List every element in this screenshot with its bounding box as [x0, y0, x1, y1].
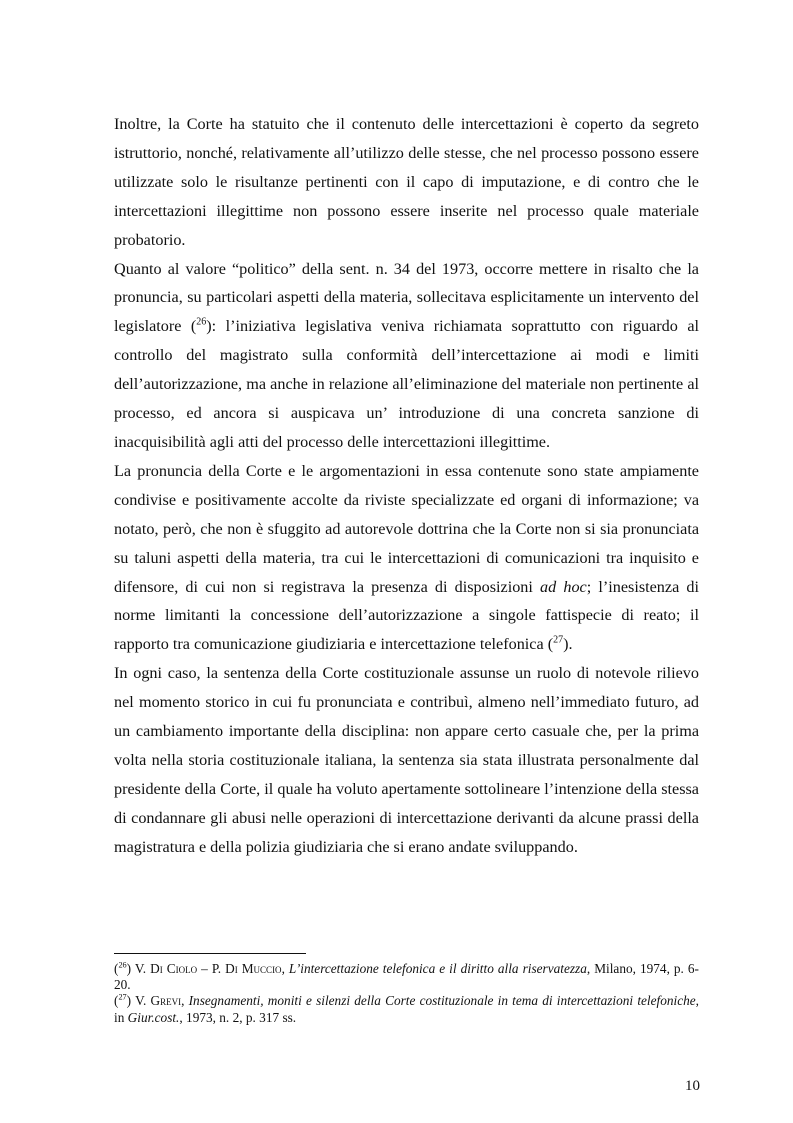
footnotes: [114, 961, 699, 1026]
paragraph: In ogni caso, la sentenza della Corte costituzionale assunse un ruolo di notevole rilievo nel momento storico in cui fu pronunciata e contribuì, almeno nell’immediato futuro, ad un cambiamento importante della disciplina: non appare certo casuale che, per la prima volta nella storia costituzionale italiana, la sentenza sia stata illustrata personalmente dal presidente della Corte, il quale ha voluto apertamente sottolineare l’intenzione della stessa di condannare gli abusi nelle operazioni di intercettazione derivanti da alcune prassi della magistratura e della polizia giudiziaria che si erano andate sviluppando.: [114, 664, 699, 856]
footnote-divider: [114, 953, 306, 954]
footnote: ($^{27}$) V. Grevi, Insegnamenti, moniti e silenzi della Corte costituzionale in tema di intercettazioni telefoniche, in Giur.cost., 1973, n. 2, p. 317 ss.: [114, 992, 699, 1025]
body-text: [114, 110, 699, 862]
page-number: 10: [685, 1078, 700, 1094]
footnote-author: Di Ciolo: [150, 961, 198, 976]
paragraph: Quanto al valore “politico” della sent. n. 34 del 1973, occorre mettere in risalto che la pronuncia, su particolari aspetti della materia, sollecitava esplicitamente un intervento del legislatore ($^{26}$): l’iniziativa legislativa veniva richiamata soprattutto con riguardo al controllo del magistrato sulla conformità dell’intercettazione ai modi e limiti dell’autorizzazione, ma anche in relazione all’eliminazione del materiale non pertinente al processo, ed ancora si auspicava un’ introduzione di una concreta sanzione di inacquisibilità agli atti del processo delle intercettazioni illegittime.: [114, 259, 700, 451]
footnote-author: Di Muccio: [225, 961, 282, 976]
footnote: ($^{26}$) V. Di Ciolo – P. Di Muccio, L’intercettazione telefonica e il diritto alla riservatezza, Milano, 1974, p. 6-20.: [114, 960, 699, 993]
footnote-number: 27: [118, 992, 127, 1002]
footnote-number: 26: [118, 960, 127, 970]
footnote-author: Grevi: [150, 993, 182, 1009]
footnote-title: Insegnamenti, moniti e silenzi della Corte costituzionale in tema di intercettazioni telefoniche: [188, 993, 696, 1009]
footnote-journal: Giur.cost.: [127, 1009, 180, 1025]
footnote-ref[interactable]: 26: [196, 316, 207, 328]
italic-term: ad hoc: [540, 577, 587, 596]
paragraph: La pronuncia della Corte e le argomentazioni in essa contenute sono state ampiamente condivise e positivamente accolte da riviste specializzate ed organi di informazione; va notato, però, che non è sfuggito ad autorevole dottrina che la Corte non si sia pronunciata su taluni aspetti della materia, tra cui le intercettazioni di comunicazioni tra inquisito e difensore, di cui non si registrava la presenza di disposizioni ad hoc; l’inesistenza di norme limitanti la concessione dell’autorizzazione a singole fattispecie di reato; il rapporto tra comunicazione giudiziaria e intercettazione telefonica ($^{27}$).: [114, 461, 700, 654]
footnote-title: L’intercettazione telefonica e il diritto alla riservatezza: [288, 961, 587, 976]
footnote-ref[interactable]: 27: [553, 634, 564, 646]
paragraph: Inoltre, la Corte ha statuito che il contenuto delle intercettazioni è coperto da segreto istruttorio, nonché, relativamente all’utilizzo delle stesse, che nel processo possono essere utilizzate solo le risultanze pertinenti con il capo di imputazione, e di contro che le intercettazioni illegittime non possono essere inserite nel processo quale materiale probatorio.: [114, 115, 699, 249]
